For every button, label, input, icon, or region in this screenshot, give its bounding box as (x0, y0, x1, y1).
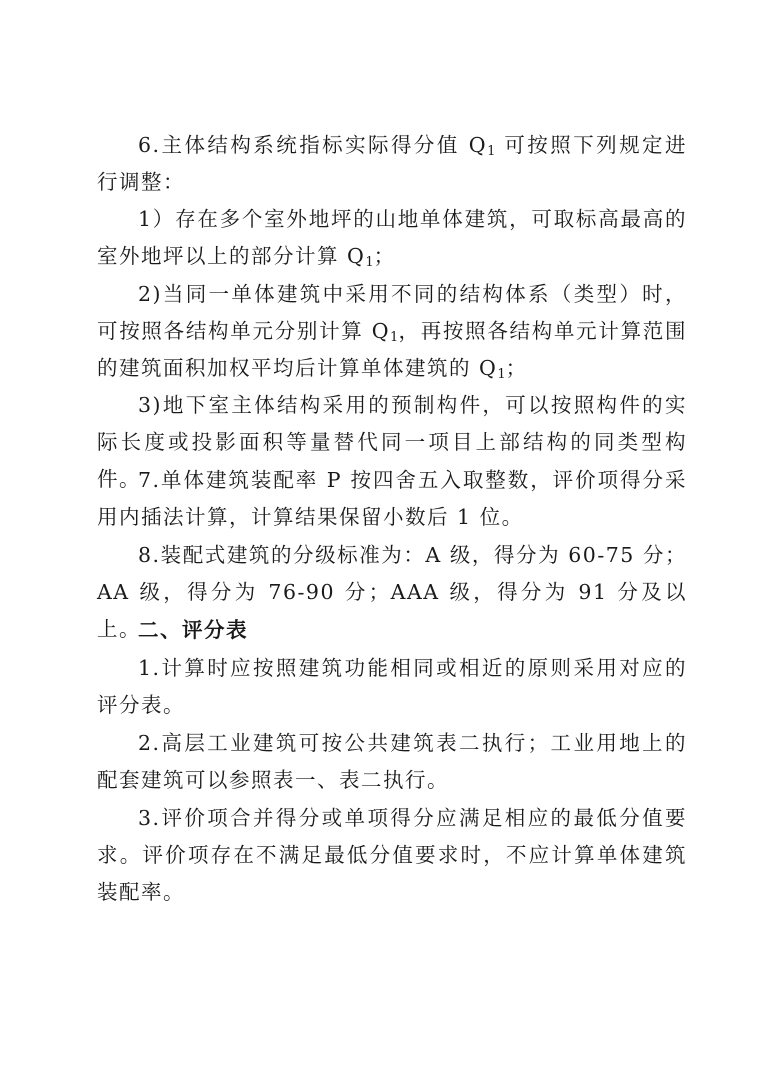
paragraph-item-6-2 (97, 276, 687, 387)
text-run: ； (373, 244, 396, 268)
text-run: ； (505, 356, 528, 380)
paragraph-item-scoring-2: 2.高层工业建筑可按公共建筑表二执行；工业用地上的配套建筑可以参照表一、表二执行。 (97, 731, 687, 792)
section-heading: 二、评分表 (138, 618, 248, 642)
subscript: 1 (487, 144, 496, 159)
text-run: ，再按照各结构单元计算范围的建筑面积加权平均后计算单体建筑的 Q (97, 319, 688, 380)
paragraph-item-6 (97, 127, 687, 201)
text-run: 1）存在多个室外地坪的山地单体建筑，可取标高最高的室外地坪以上的部分计算 Q (97, 207, 687, 268)
subscript: 1 (390, 330, 399, 345)
text-run: 6.主体结构系统指标实际得分值 Q (138, 133, 488, 157)
text-run: 可按照下列规定进行调整： (97, 133, 687, 194)
paragraph-item-scoring-1: 1.计算时应按照建筑功能相同或相近的原则采用对应的评分表。 (97, 656, 687, 717)
paragraph-item-scoring-3: 3.评价项合并得分或单项得分应满足相应的最低分值要求。评价项存在不满足最低分值要求时，不应计算单体建筑装配率。 (97, 806, 687, 904)
paragraph-item-6-3: 3)地下室主体结构采用的预制构件，可以按照构件的实际长度或投影面积等量替代同一项目上部结构的同类型构件。 (97, 393, 687, 491)
paragraph-item-8: 8.装配式建筑的分级标准为：A 级，得分为 60-75 分；AA 级，得分为 76-90 分；AAA 级，得分为 91 分及以上。 (97, 543, 687, 641)
paragraph-item-7: 7.单体建筑装配率 P 按四舍五入取整数，评价项得分采用内插法计算，计算结果保留小数后 1 位。 (97, 468, 687, 529)
text-run: 2)当同一单体建筑中采用不同的结构体系（类型）时，可按照各结构单元分别计算 Q (97, 282, 687, 343)
subscript: 1 (497, 367, 506, 382)
subscript: 1 (365, 255, 374, 270)
paragraph-item-6-1 (97, 201, 687, 275)
